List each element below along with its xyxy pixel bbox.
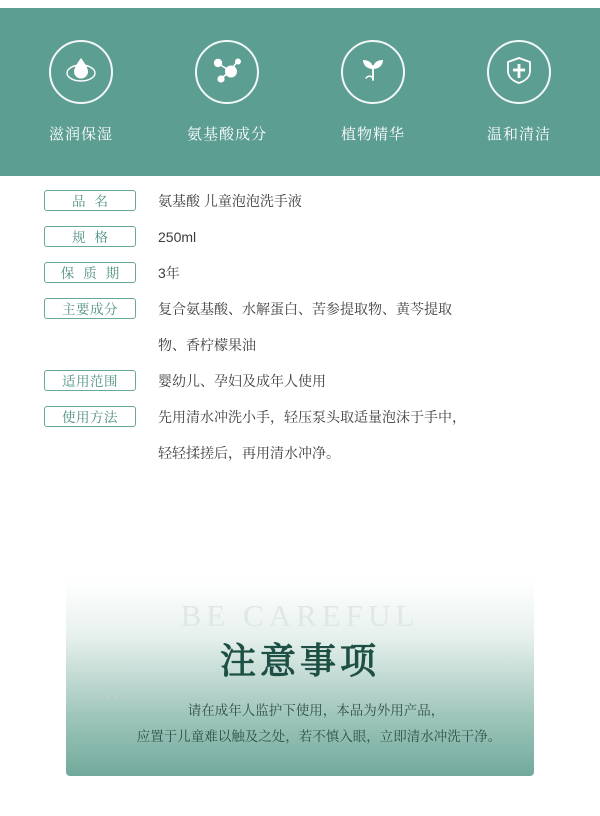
- spec-value: [158, 406, 466, 465]
- feature-label: 温和清洁: [486, 126, 551, 143]
- spec-value: [158, 370, 326, 393]
- feature-item-moisturizing: [17, 40, 145, 144]
- shield-plus-icon: [500, 51, 538, 94]
- spec-row-usage: [0, 406, 600, 465]
- spec-row-product-name: [0, 190, 600, 213]
- spec-value-line: 婴幼儿、孕妇及成年人使用: [158, 373, 326, 389]
- quote-mark-icon: “: [104, 682, 121, 724]
- spec-value: [158, 226, 196, 249]
- caution-panel: [66, 580, 534, 776]
- water-drop-icon: [62, 51, 100, 94]
- spec-value-line: 氨基酸 儿童泡泡洗手液: [158, 193, 302, 209]
- feature-item-gentle-clean: [455, 40, 583, 144]
- amino-acid-molecule-icon: [208, 51, 246, 94]
- spec-key: 规格: [44, 226, 136, 247]
- spec-table: [0, 190, 600, 478]
- feature-label: 植物精华: [340, 126, 405, 143]
- spec-row-shelf-life: [0, 262, 600, 285]
- feature-icon-circle: [49, 40, 113, 104]
- spec-value: [158, 298, 452, 357]
- spec-value: [158, 190, 302, 213]
- spec-value-line: 3年: [158, 265, 180, 281]
- spec-row-suitable-for: [0, 370, 600, 393]
- spec-key: 保质期: [44, 262, 136, 283]
- spec-key: 品名: [44, 190, 136, 211]
- spec-key: 使用方法: [44, 406, 136, 427]
- feature-icon-circle: [341, 40, 405, 104]
- caution-body: [126, 698, 506, 750]
- caution-ghost-text: BE CAREFUL: [180, 598, 420, 633]
- caution-body-line-2: 应置于儿童难以触及之处，若不慎入眼，立即清水冲洗干净。: [136, 729, 502, 744]
- spec-value-line: 先用清水冲洗小手，轻压泵头取适量泡沫于手中，: [158, 409, 466, 425]
- plant-sprout-icon: [354, 51, 392, 94]
- feature-label: 滋润保湿: [48, 126, 113, 143]
- spec-key: 主要成分: [44, 298, 136, 319]
- feature-item-plant-essence: [309, 40, 437, 144]
- feature-item-amino-acid: [163, 40, 291, 144]
- spec-value-line: 250ml: [158, 229, 197, 245]
- spec-row-ingredients: [0, 298, 600, 357]
- feature-band: [0, 8, 600, 176]
- caution-body-line-1: 请在成年人监护下使用，本品为外用产品，: [187, 703, 445, 718]
- spec-key: 适用范围: [44, 370, 136, 391]
- feature-icon-circle: [195, 40, 259, 104]
- spec-value-line: 复合氨基酸、水解蛋白、苦参提取物、黄芩提取: [158, 301, 452, 317]
- caution-title: 注意事项: [219, 640, 380, 681]
- feature-icon-circle: [487, 40, 551, 104]
- feature-label: 氨基酸成分: [186, 126, 267, 143]
- spec-row-size: [0, 226, 600, 249]
- spec-value-line-2: 轻轻揉搓后，再用清水冲净。: [158, 445, 340, 461]
- spec-value: [158, 262, 180, 285]
- spec-value-line-2: 物、香柠檬果油: [158, 337, 256, 353]
